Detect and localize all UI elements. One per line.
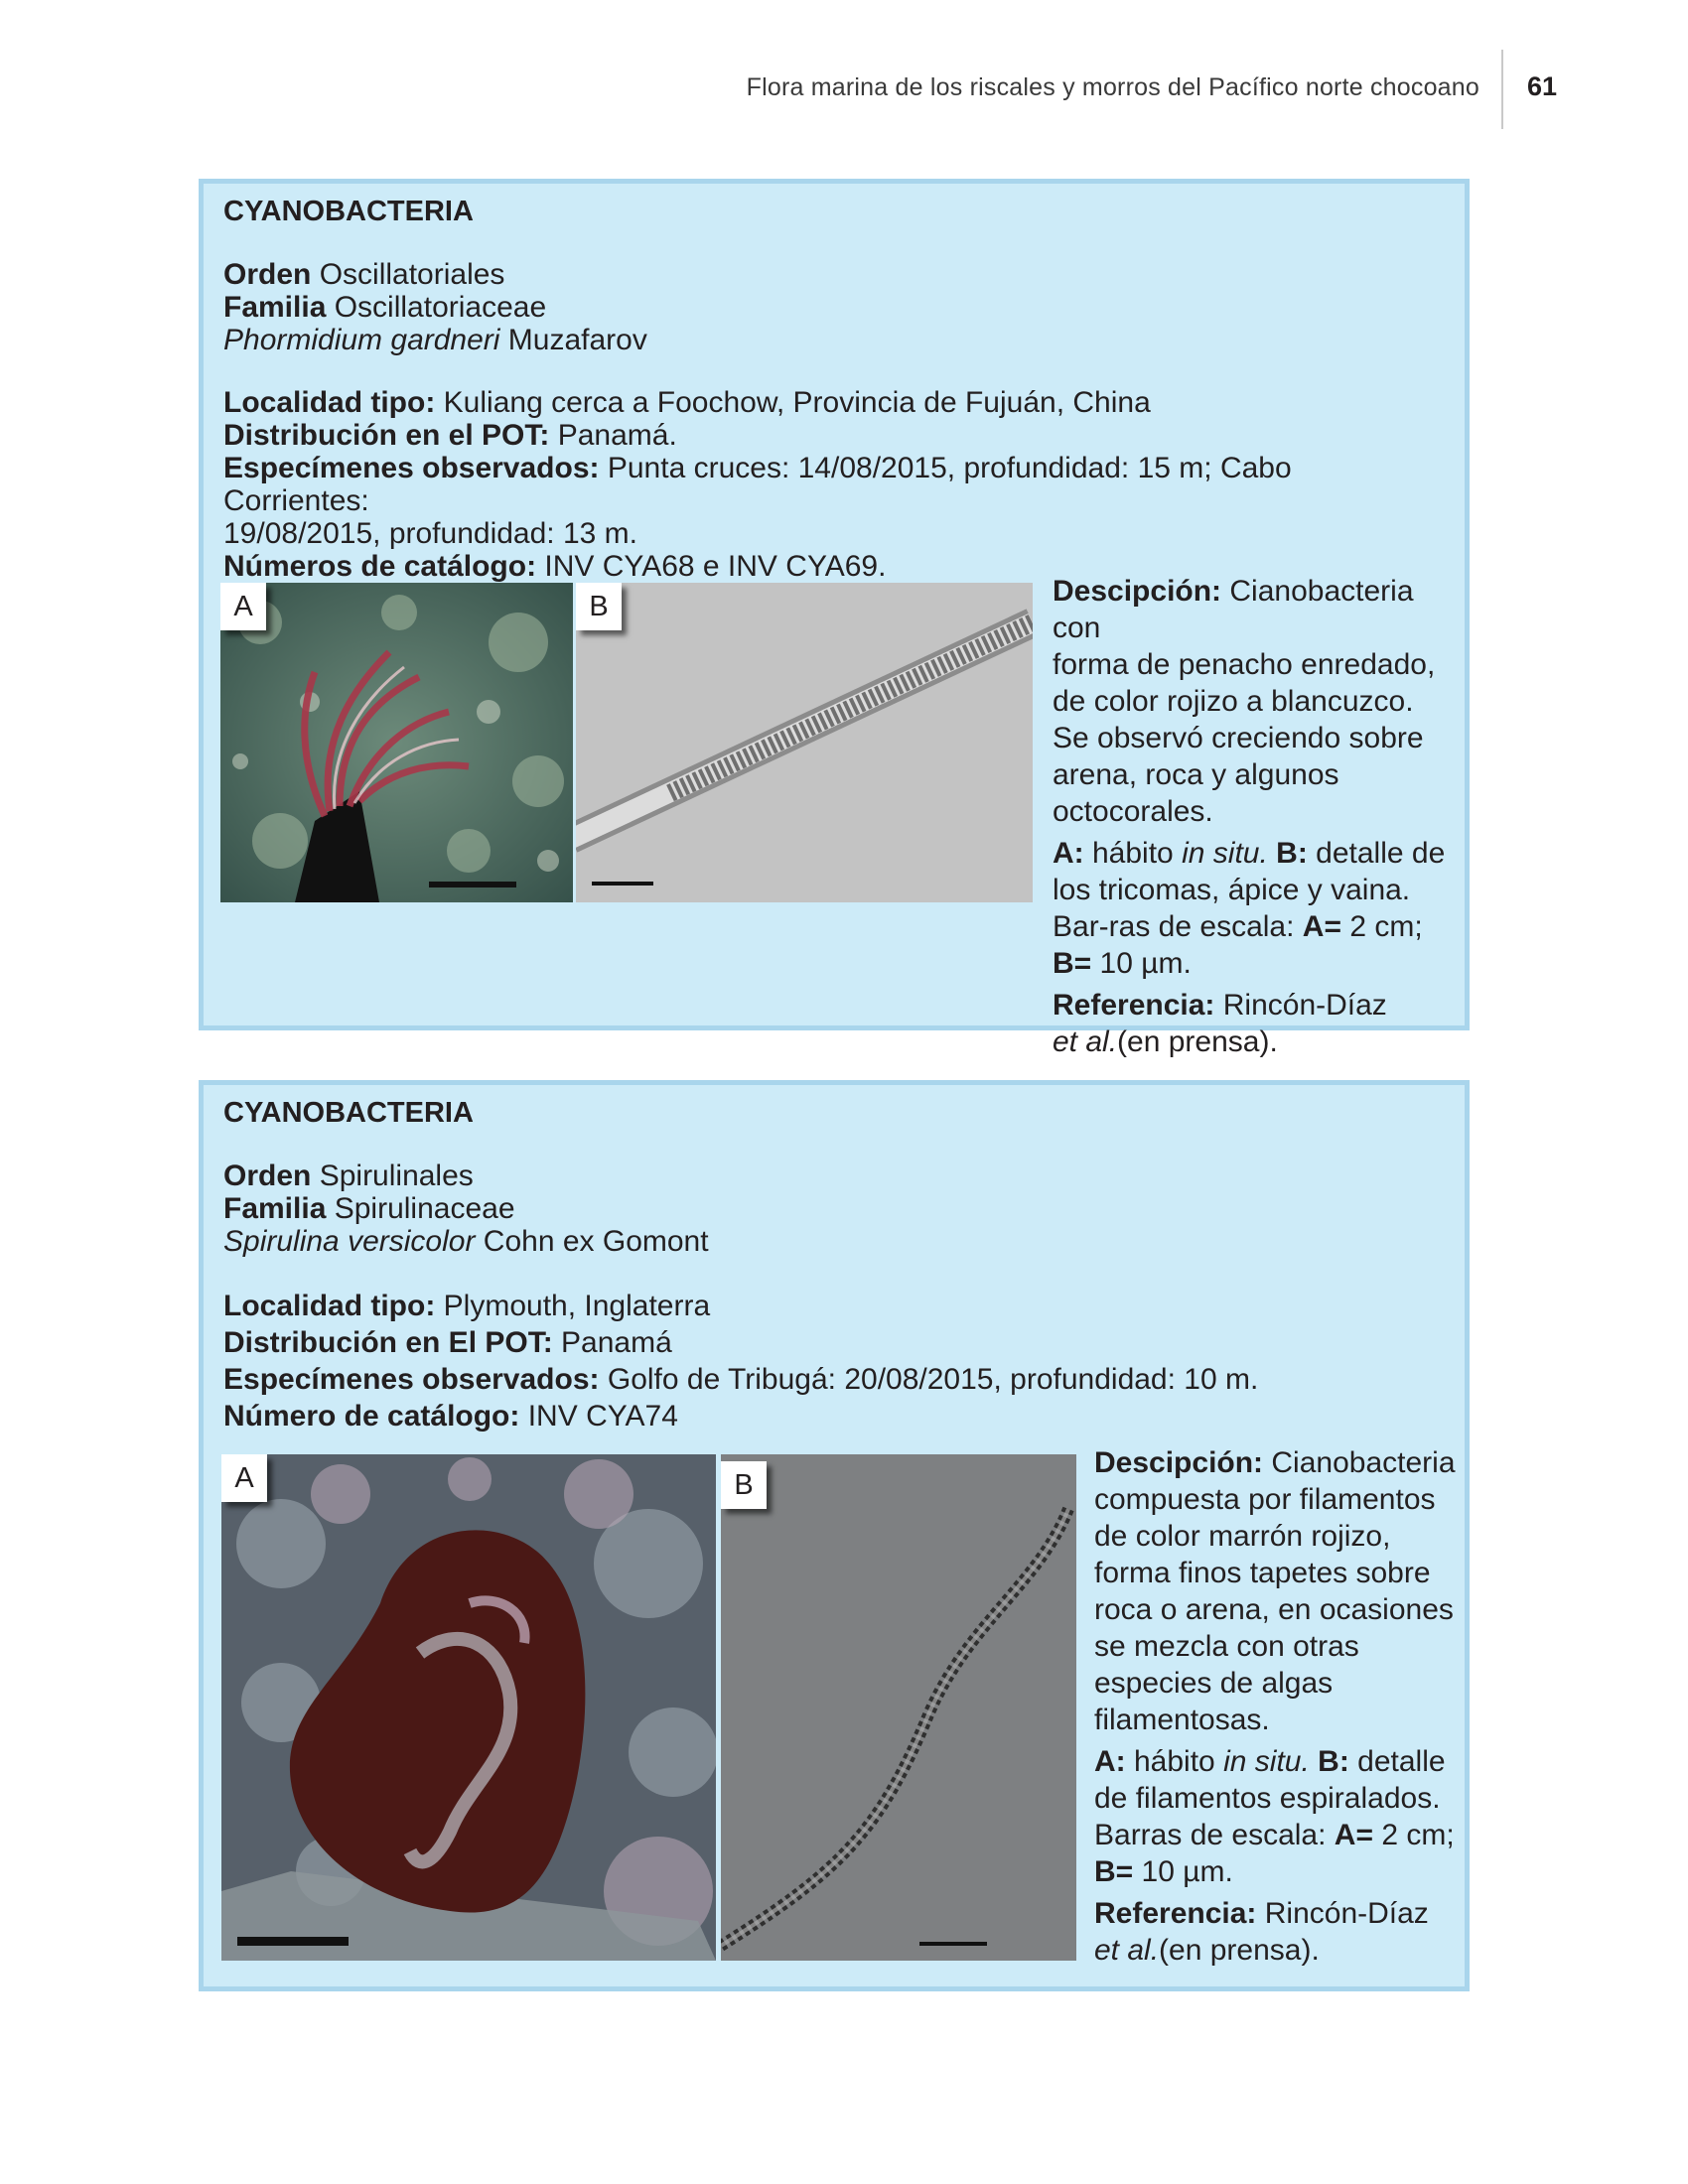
desc-line: compuesta por filamentos	[1094, 1483, 1436, 1516]
photo-a-tag: A	[221, 1454, 267, 1502]
scale-b-value: 10 µm.	[1099, 947, 1192, 980]
ref-etal: et al.	[1094, 1934, 1160, 1967]
caption-line: los tricomas, ápice y vaina.	[1053, 874, 1411, 906]
running-title: Flora marina de los riscales y morros del Pacífico norte chocoano	[746, 73, 1479, 101]
caption-b-label: B:	[1276, 837, 1308, 870]
scale-a-label: A=	[1334, 1819, 1373, 1851]
description-block	[1094, 1444, 1462, 1974]
species-name: Phormidium gardneri	[223, 324, 500, 356]
desc-line: arena, roca y algunos	[1053, 758, 1339, 791]
locality-block	[223, 1288, 1445, 1434]
desc-line: Se observó creciendo sobre	[1053, 722, 1424, 754]
catalogo-value: INV CYA74	[527, 1400, 678, 1433]
especimenes-value-cont: 19/08/2015, profundidad: 13 m.	[223, 517, 637, 550]
caption-line: de filamentos espiralados.	[1094, 1782, 1441, 1815]
taxonomy-block	[223, 1160, 1445, 1258]
caption-insitu: in situ.	[1182, 837, 1268, 870]
scale-a-label: A=	[1302, 910, 1341, 943]
header-divider	[1501, 50, 1503, 129]
species-authority: Muzafarov	[507, 324, 647, 356]
caption-b-label: B:	[1318, 1745, 1349, 1778]
photo-a-image	[220, 583, 573, 902]
species-card-spirulina	[199, 1080, 1470, 1991]
catalogo-label: Números de catálogo:	[223, 550, 537, 583]
desc-line: filamentosas.	[1094, 1704, 1270, 1736]
caption-insitu: in situ.	[1223, 1745, 1310, 1778]
orden-label: Orden	[223, 258, 312, 291]
description-block	[1053, 573, 1460, 1065]
familia-value: Spirulinaceae	[334, 1192, 515, 1225]
locality-block	[223, 386, 1445, 583]
ref-tail: (en prensa).	[1117, 1025, 1278, 1058]
scale-bar-a	[429, 882, 516, 887]
desc-label: Descipción:	[1094, 1446, 1264, 1479]
reference	[1053, 987, 1460, 1060]
ref-tail: (en prensa).	[1159, 1934, 1320, 1967]
distribucion-value: Panamá.	[557, 419, 677, 452]
scale-b-value: 10 µm.	[1141, 1855, 1233, 1888]
familia-label: Familia	[223, 1192, 327, 1225]
localidad-label: Localidad tipo:	[223, 1290, 436, 1322]
species-card-phormidium	[199, 179, 1470, 1058]
localidad-label: Localidad tipo:	[223, 386, 436, 419]
distribucion-label: Distribución en el POT:	[223, 419, 550, 452]
familia-label: Familia	[223, 291, 327, 324]
species-authority: Cohn ex Gomont	[483, 1225, 709, 1258]
desc-line: forma de penacho enredado,	[1053, 648, 1436, 681]
caption	[1053, 835, 1460, 982]
ref-author: Rincón-Díaz	[1222, 989, 1387, 1022]
group-title: CYANOBACTERIA	[223, 1097, 474, 1129]
desc-line: de color rojizo a blancuzco.	[1053, 685, 1414, 718]
orden-value: Spirulinales	[319, 1160, 474, 1192]
scale-bar-b	[592, 882, 653, 886]
scale-b-label: B=	[1094, 1855, 1134, 1888]
photo-a-habit	[220, 583, 573, 902]
page-number: 61	[1527, 71, 1558, 101]
desc-line: de color marrón rojizo,	[1094, 1520, 1391, 1553]
ref-author: Rincón-Díaz	[1264, 1897, 1429, 1930]
photo-a-habit	[221, 1454, 716, 1961]
desc-line: especies de algas	[1094, 1667, 1334, 1700]
distribucion-value: Panamá	[561, 1326, 672, 1359]
desc-line: roca o arena, en ocasiones	[1094, 1593, 1454, 1626]
taxonomy-block	[223, 258, 1445, 356]
desc-line: Cianobacteria con	[1053, 575, 1414, 644]
distribucion-label: Distribución en El POT:	[223, 1326, 553, 1359]
caption-a-text: hábito	[1092, 837, 1174, 870]
catalogo-label: Número de catálogo:	[223, 1400, 520, 1433]
caption-line: Barras de escala:	[1094, 1819, 1327, 1851]
ref-etal: et al.	[1053, 1025, 1118, 1058]
group-title: CYANOBACTERIA	[223, 196, 474, 227]
photo-b-tag: B	[721, 1461, 767, 1509]
scale-bar-a	[237, 1937, 349, 1946]
desc-line: forma finos tapetes sobre	[1094, 1557, 1431, 1589]
scale-a-value: 2 cm;	[1349, 910, 1423, 943]
caption-a-text: hábito	[1134, 1745, 1215, 1778]
ref-label: Referencia:	[1053, 989, 1215, 1022]
photo-b-image	[576, 583, 1033, 902]
photo-b-detail	[576, 583, 1033, 902]
especimenes-value: Punta cruces: 14/08/2015, profundidad: 15 m; Cabo Corrientes:	[223, 452, 1292, 517]
ref-label: Referencia:	[1094, 1897, 1257, 1930]
especimenes-value: Golfo de Tribugá: 20/08/2015, profundidad: 10 m.	[607, 1363, 1259, 1396]
reference	[1094, 1895, 1462, 1969]
especimenes-label: Especímenes observados:	[223, 1363, 600, 1396]
species-name: Spirulina versicolor	[223, 1225, 476, 1258]
caption-line: Bar-ras de escala:	[1053, 910, 1295, 943]
caption	[1094, 1743, 1462, 1890]
desc-line: octocorales.	[1053, 795, 1213, 828]
scale-b-label: B=	[1053, 947, 1092, 980]
especimenes-label: Especímenes observados:	[223, 452, 600, 484]
photo-b-detail	[721, 1454, 1076, 1961]
orden-label: Orden	[223, 1160, 312, 1192]
photo-b-image	[721, 1454, 1076, 1961]
scale-bar-b	[919, 1942, 987, 1946]
caption-a-label: A:	[1053, 837, 1084, 870]
orden-value: Oscillatoriales	[319, 258, 505, 291]
scale-a-value: 2 cm;	[1381, 1819, 1455, 1851]
catalogo-value: INV CYA68 e INV CYA69.	[544, 550, 887, 583]
desc-label: Descipción:	[1053, 575, 1222, 608]
caption-b-text: detalle de	[1316, 837, 1446, 870]
caption-a-label: A:	[1094, 1745, 1126, 1778]
caption-b-text: detalle	[1357, 1745, 1446, 1778]
photo-a-image	[221, 1454, 716, 1961]
localidad-value: Kuliang cerca a Foochow, Provincia de Fujuán, China	[443, 386, 1151, 419]
desc-line: se mezcla con otras	[1094, 1630, 1359, 1663]
desc-line: Cianobacteria	[1271, 1446, 1456, 1479]
localidad-value: Plymouth, Inglaterra	[443, 1290, 711, 1322]
photo-b-tag: B	[576, 583, 622, 630]
familia-value: Oscillatoriaceae	[334, 291, 547, 324]
photo-a-tag: A	[220, 583, 266, 630]
